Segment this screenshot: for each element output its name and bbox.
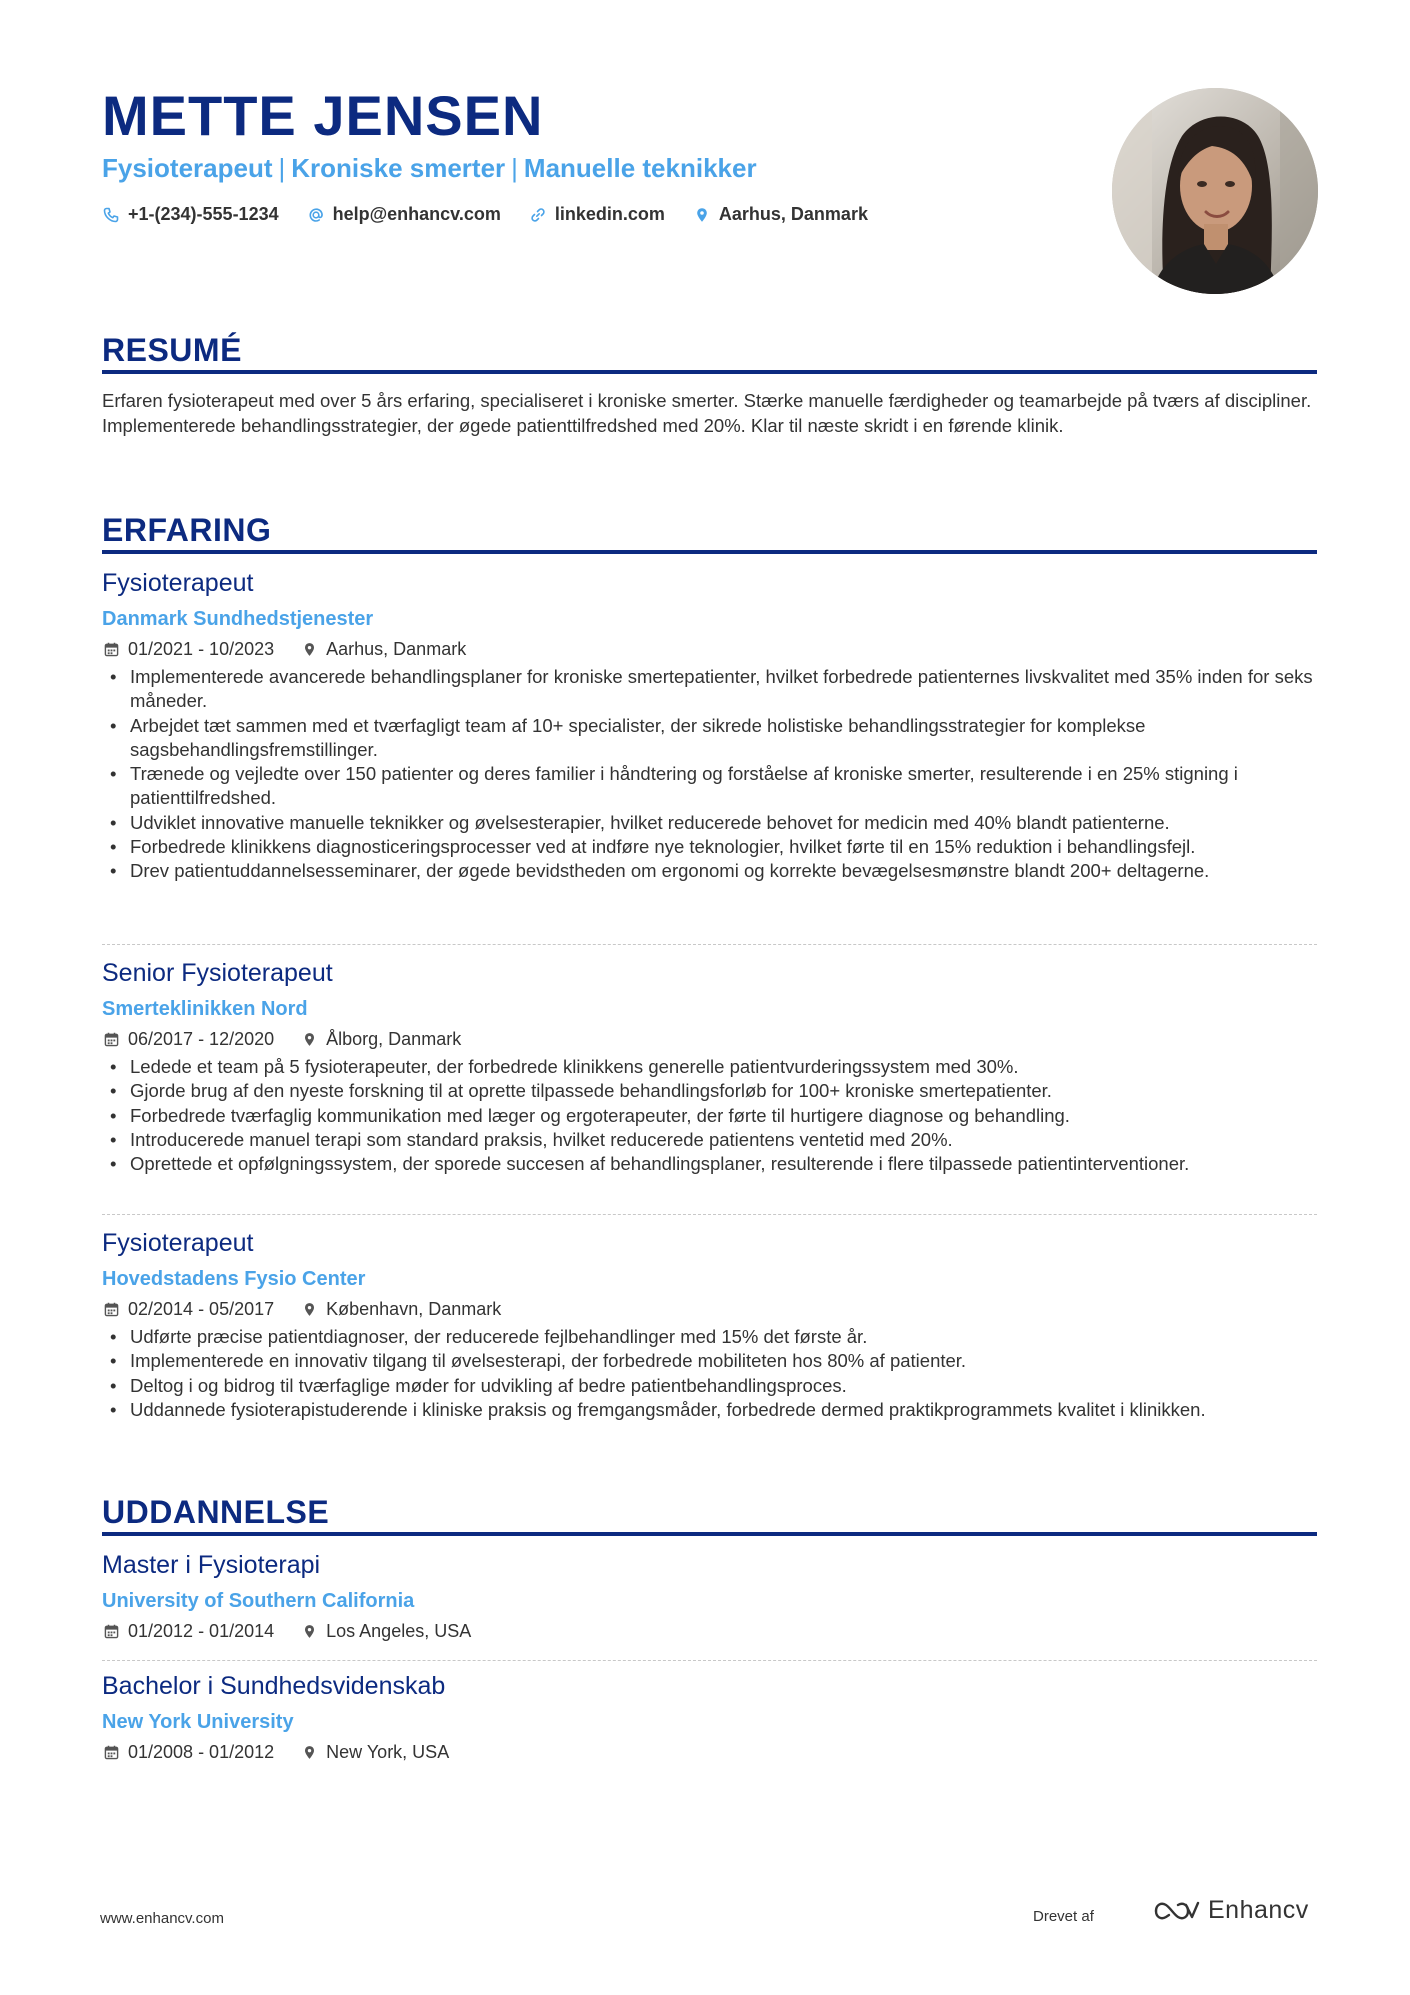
calendar-icon — [102, 1622, 120, 1640]
list-item: • Forbedrede tværfaglig kommunikation med læger og ergoterapeuter, der førte til hurtigere diagnose og behandling. — [102, 1104, 1317, 1128]
entry-divider — [102, 1214, 1317, 1215]
list-item: • Implementerede en innovativ tilgang til øvelsesterapi, der forbedrede mobiliteten hos 80% af patienter. — [102, 1349, 1317, 1373]
email-text: help@enhancv.com — [332, 204, 501, 224]
list-item: • Trænede og vejledte over 150 patienter og deres familier i håndtering og forståelse af kroniske smerter, resulterende i en 25% stigning i patienttilfredshed. — [102, 762, 1317, 811]
job-dates: 01/2021 - 10/2023 — [128, 639, 275, 659]
list-item: • Forbedrede klinikkens diagnosticeringsprocesser ved at indføre nye teknologier, hvilket førte til en 15% reduktion i behandlingsfejl. — [102, 835, 1317, 859]
summary-text: Erfaren fysioterapeut med over 5 års erfaring, specialiseret i kroniske smerter. Stærke manuelle færdigheder og teamarbejde på tværs af discipliner. Implementerede behandlingsstrategier, der øgede patienttilfredshed med 20%. Klar til næste skridt i en førende klinik. — [102, 390, 1312, 436]
degree-title: Master i Fysioterapi — [102, 1551, 321, 1579]
job-meta — [102, 637, 466, 661]
enhancv-logo[interactable] — [1152, 1896, 1309, 1925]
education-meta — [102, 1619, 471, 1643]
list-item: • Arbejdet tæt sammen med et tværfagligt team af 10+ specialister, der sikrede holistiske behandlingsstrategier for komplekse sagsbehandlingsfremstillinger. — [102, 714, 1317, 763]
job-dates: 06/2017 - 12/2020 — [128, 1029, 275, 1049]
footer-powered-by: Drevet af — [1033, 1908, 1094, 1925]
job-location: Aarhus, Danmark — [326, 639, 467, 659]
list-item: • Udførte præcise patientdiagnoser, der reducerede fejlbehandlinger med 15% det første år. — [102, 1325, 1317, 1349]
phone-icon — [102, 206, 120, 224]
job-title: Fysioterapeut — [102, 1229, 254, 1257]
company-name: Danmark Sundhedstjenester — [102, 608, 374, 630]
section-title-experience: ERFARING — [102, 512, 272, 548]
calendar-icon — [102, 1300, 120, 1318]
education-dates: 01/2012 - 01/2014 — [128, 1621, 275, 1641]
list-item: • Oprettede et opfølgningssystem, der sporede succesen af behandlingsplaner, resulterende i flere tilpassede patientinterventioner. — [102, 1152, 1317, 1176]
section-divider — [102, 550, 1317, 554]
linkedin-text: linkedin.com — [554, 204, 665, 224]
company-name: Hovedstadens Fysio Center — [102, 1268, 366, 1290]
at-icon — [307, 206, 325, 224]
link-icon — [529, 206, 547, 224]
candidate-name: METTE JENSEN — [102, 84, 544, 147]
location-text: Aarhus, Danmark — [718, 204, 868, 224]
headline-item: Fysioterapeut — [102, 153, 273, 183]
calendar-icon — [102, 1743, 120, 1761]
education-dates: 01/2008 - 01/2012 — [128, 1742, 275, 1762]
school-name: University of Southern California — [102, 1590, 415, 1612]
contact-phone[interactable] — [102, 204, 279, 225]
school-name: New York University — [102, 1711, 294, 1733]
contact-location — [693, 204, 868, 225]
list-item: • Udviklet innovative manuelle teknikker og øvelsesterapier, hvilket reducerede behovet for medicin med 40% blandt patienterne. — [102, 811, 1317, 835]
job-bullets — [102, 1325, 1317, 1422]
location-pin-icon — [300, 1743, 318, 1761]
job-bullets — [102, 665, 1317, 884]
education-location: New York, USA — [326, 1742, 450, 1762]
headline-separator: | — [511, 153, 518, 183]
enhancv-logo-icon — [1152, 1897, 1200, 1925]
job-title: Senior Fysioterapeut — [102, 959, 333, 987]
list-item: • Introducerede manuel terapi som standard praksis, hvilket reducerede patientens ventetid med 20%. — [102, 1128, 1317, 1152]
list-item: • Gjorde brug af den nyeste forskning til at oprette tilpassede behandlingsforløb for 100+ kroniske smertepatienter. — [102, 1079, 1317, 1103]
section-divider — [102, 370, 1317, 374]
list-item: • Drev patientuddannelsesseminarer, der øgede bevidstheden om ergonomi og korrekte bevægelsesmønstre blandt 200+ deltagerne. — [102, 859, 1317, 883]
section-title-summary: RESUMÉ — [102, 332, 242, 368]
list-item: • Implementerede avancerede behandlingsplaner for kroniske smertepatienter, hvilket forbedrede patienternes livskvalitet med 35% inden for seks måneder. — [102, 665, 1317, 714]
entry-divider — [102, 1660, 1317, 1661]
contact-email[interactable] — [307, 204, 501, 225]
job-meta — [102, 1297, 501, 1321]
company-name: Smerteklinikken Nord — [102, 998, 308, 1020]
education-meta — [102, 1740, 449, 1764]
location-pin-icon — [300, 640, 318, 658]
enhancv-brand-text: Enhancv — [1208, 1896, 1309, 1924]
section-divider — [102, 1532, 1317, 1536]
location-pin-icon — [300, 1030, 318, 1048]
job-title: Fysioterapeut — [102, 569, 254, 597]
degree-title: Bachelor i Sundhedsvidenskab — [102, 1672, 446, 1700]
contact-linkedin[interactable] — [529, 204, 665, 225]
headline-item: Manuelle teknikker — [523, 153, 757, 183]
education-location: Los Angeles, USA — [326, 1621, 472, 1641]
entry-divider — [102, 944, 1317, 945]
section-title-education: UDDANNELSE — [102, 1494, 330, 1530]
location-pin-icon — [693, 206, 711, 224]
location-pin-icon — [300, 1300, 318, 1318]
headline-item: Kroniske smerter — [291, 153, 506, 183]
job-meta — [102, 1027, 461, 1051]
profile-photo — [1112, 88, 1318, 294]
job-location: København, Danmark — [326, 1299, 502, 1319]
list-item: • Ledede et team på 5 fysioterapeuter, der forbedrede klinikkens generelle patientvurderingssystem med 30%. — [102, 1055, 1317, 1079]
job-bullets — [102, 1055, 1317, 1176]
contact-row — [102, 204, 896, 225]
calendar-icon — [102, 640, 120, 658]
list-item: • Deltog i og bidrog til tværfaglige møder for udvikling af bedre patientbehandlingsproces. — [102, 1374, 1317, 1398]
headline-separator: | — [278, 153, 286, 183]
job-dates: 02/2014 - 05/2017 — [128, 1299, 275, 1319]
list-item: • Uddannede fysioterapistuderende i kliniske praksis og fremgangsmåder, forbedrede dermed praktikprogrammets kvalitet i klinikken. — [102, 1398, 1317, 1422]
location-pin-icon — [300, 1622, 318, 1640]
calendar-icon — [102, 1030, 120, 1048]
job-location: Ålborg, Danmark — [326, 1029, 462, 1049]
footer-website-link[interactable]: www.enhancv.com — [100, 1910, 224, 1927]
headline — [102, 151, 757, 185]
phone-text: +1-(234)-555-1234 — [128, 204, 279, 224]
